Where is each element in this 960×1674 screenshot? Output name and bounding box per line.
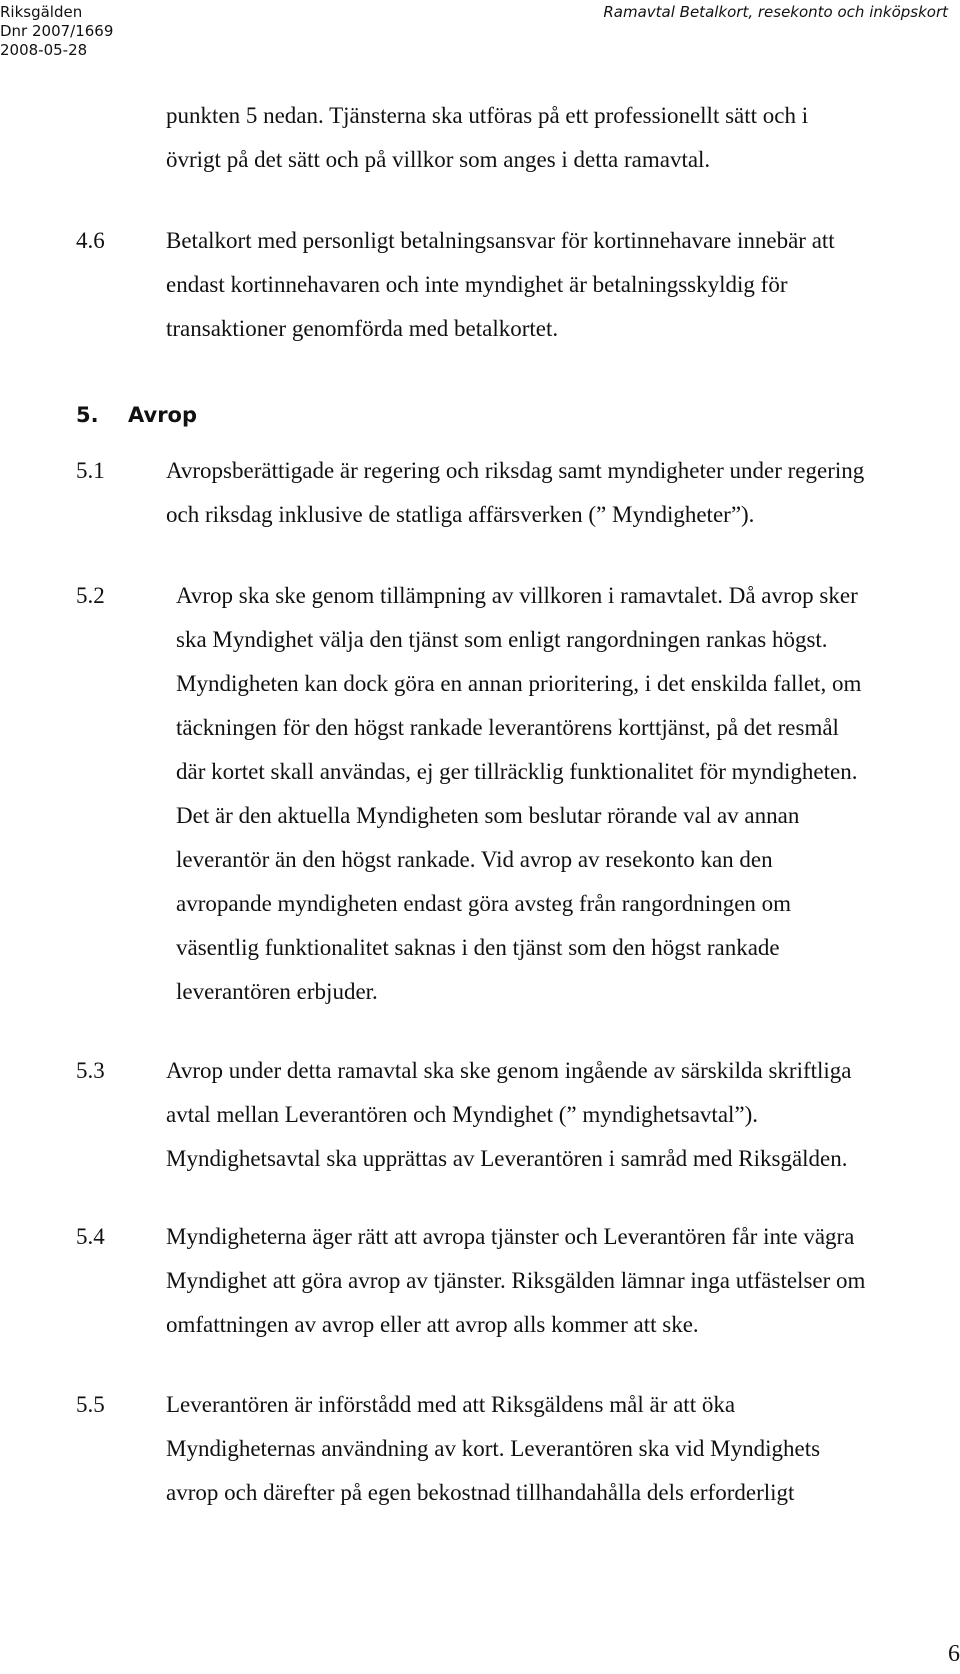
section-5-title: Avrop <box>128 403 198 427</box>
text-line: Det är den aktuella Myndigheten som beslutar rörande val av annan <box>176 803 800 828</box>
section-number-4-6: 4.6 <box>76 228 105 253</box>
text-line: Myndigheternas användning av kort. Leverantören ska vid Myndighets <box>166 1436 821 1461</box>
text-line: Betalkort med personligt betalningsansvar för kortinnehavare innebär att <box>166 228 835 253</box>
text-line: Myndighet att göra avrop av tjänster. Riksgälden lämnar inga utfästelser om <box>166 1268 866 1293</box>
text-line: Avropsberättigade är regering och riksdag samt myndigheter under regering <box>166 458 865 483</box>
header-doc-title: Ramavtal Betalkort, resekonto och inköpskort <box>603 3 948 21</box>
section-number-5-4: 5.4 <box>76 1224 105 1249</box>
section-5-2-paragraph <box>176 574 861 1014</box>
text-line: endast kortinnehavaren och inte myndighet är betalningsskyldig för <box>166 272 788 297</box>
section-5-number: 5. <box>76 403 99 427</box>
text-line: Myndighetsavtal ska upprättas av Leverantören i samråd med Riksgälden. <box>166 1146 848 1171</box>
text-line: avrop och därefter på egen bekostnad tillhandahålla dels erforderligt <box>166 1480 795 1505</box>
header-meta <box>0 3 113 60</box>
page-number: 6 <box>948 1641 960 1667</box>
text-line: punkten 5 nedan. Tjänsterna ska utföras på ett professionellt sätt och i <box>166 103 809 128</box>
section-number-5-2: 5.2 <box>76 583 105 608</box>
section-5-5-paragraph <box>166 1383 820 1515</box>
section-number-5-1: 5.1 <box>76 458 105 483</box>
text-line: väsentlig funktionalitet saknas i den tjänst som den högst rankade <box>176 935 780 960</box>
text-line: och riksdag inklusive de statliga affärsverken (” Myndigheter”). <box>166 502 755 527</box>
section-number-5-5: 5.5 <box>76 1392 105 1417</box>
text-line: täckningen för den högst rankade leverantörens korttjänst, på det resmål <box>176 715 839 740</box>
text-line: övrigt på det sätt och på villkor som anges i detta ramavtal. <box>166 147 711 172</box>
header-dnr: Dnr 2007/1669 <box>0 22 114 40</box>
header-date: 2008-05-28 <box>0 41 88 59</box>
text-line: avropande myndigheten endast göra avsteg från rangordningen om <box>176 891 792 916</box>
text-line: omfattningen av avrop eller att avrop alls kommer att ske. <box>166 1312 699 1337</box>
text-line: Avrop ska ske genom tillämpning av villkoren i ramavtalet. Då avrop sker <box>176 583 858 608</box>
text-line: Avrop under detta ramavtal ska ske genom ingående av särskilda skriftliga <box>166 1058 852 1083</box>
section-4-6-paragraph <box>166 219 835 351</box>
text-line: Myndigheten kan dock göra en annan prioritering, i det enskilda fallet, om <box>176 671 862 696</box>
text-line: leverantör än den högst rankade. Vid avrop av resekonto kan den <box>176 847 773 872</box>
continuation-paragraph <box>166 94 808 182</box>
section-5-1-paragraph <box>166 449 864 537</box>
text-line: leverantören erbjuder. <box>176 979 378 1004</box>
header-org: Riksgälden <box>0 3 83 21</box>
text-line: transaktioner genomförda med betalkortet. <box>166 316 559 341</box>
text-line: där kortet skall användas, ej ger tillräcklig funktionalitet för myndigheten. <box>176 759 858 784</box>
section-5-4-paragraph <box>166 1215 865 1347</box>
section-number-5-3: 5.3 <box>76 1058 105 1083</box>
text-line: Myndigheterna äger rätt att avropa tjänster och Leverantören får inte vägra <box>166 1224 855 1249</box>
text-line: ska Myndighet välja den tjänst som enligt rangordningen rankas högst. <box>176 627 828 652</box>
text-line: avtal mellan Leverantören och Myndighet (” myndighetsavtal”). <box>166 1102 759 1127</box>
text-line: Leverantören är införstådd med att Riksgäldens mål är att öka <box>166 1392 736 1417</box>
section-5-3-paragraph <box>166 1049 852 1181</box>
